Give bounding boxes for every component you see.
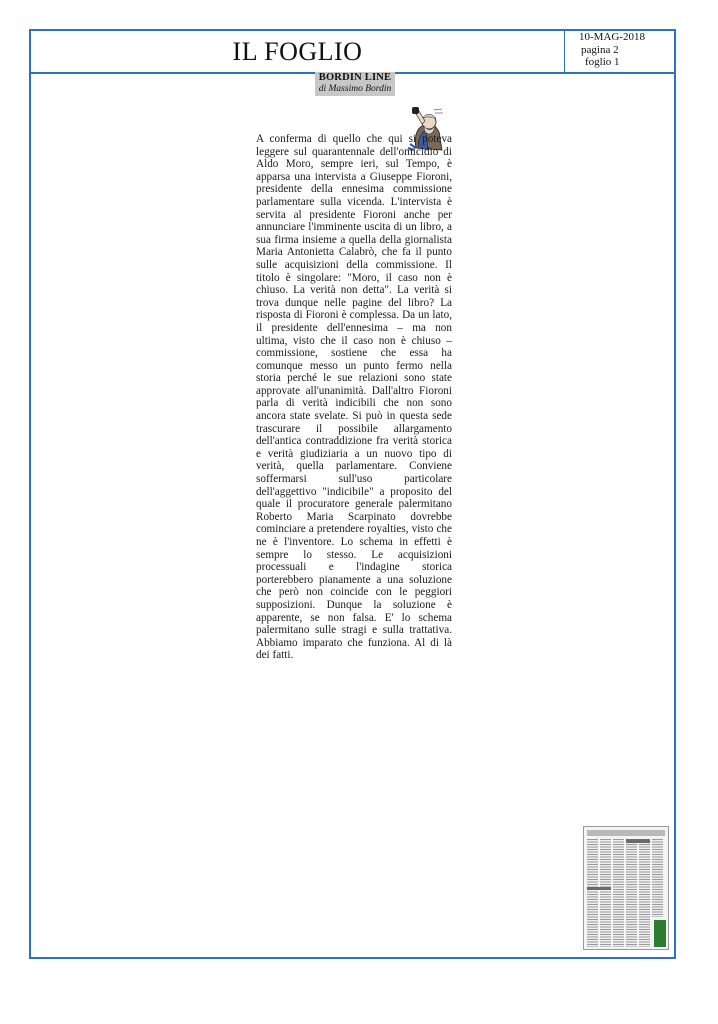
- clipping-meta: [579, 31, 675, 69]
- column-title: BORDIN LINE: [318, 72, 392, 83]
- article-body: [256, 133, 452, 662]
- column-heading: [315, 72, 395, 96]
- header-row: [31, 31, 674, 74]
- newspaper-masthead: IL FOGLIO: [31, 31, 565, 72]
- article-text: A conferma di quello che qui si poteva leggere sul quarantennale dell'omicidio di Aldo Moro, sempre ieri, sul Tempo, è apparsa una intervista a Giuseppe Fioroni, presidente della ennesima commissione parlamentare sulla vicenda. L'intervista è servita al presidente Fioroni anche per annunciare l'imminente uscita di un libro, a sua firma insieme a quella della giornalista Maria Antonietta Calabrò, che fa il punto sulle acquisizioni della commissione. Il titolo è singolare: "Moro, il caso non è chiuso. La verità non detta". La verità si trova dunque nelle pagine del libro? La risposta di Fioroni è complessa. Da un lato, il presidente dell'ennesima – ma non ultima, visto che il caso non è chiuso – commissione, sostiene che essa ha comunque messo un punto fermo nella storia perché le sue relazioni sono state approvate all'unanimità. Dall'altro Fioroni parla di verità indicibili che non sono ancora state svelate. Si può in questa sede trascurare il possibile allargamento dell'antica contraddizione fra verità storica e verità giudiziaria a un nuovo tipo di verità, quella parlamentare. Conviene soffermarsi sull'uso particolare dell'aggettivo "indicibile" a proposito del quale il procuratore generale palermitano Roberto Maria Scarpinato dovrebbe cominciare a pretendere royalties, visto che ne è l'inventore. Lo schema in effetti è sempre lo stesso. Le acquisizioni processuali e l'indagine storica porterebbero pianamente a una soluzione che però non coincide con le peggiori supposizioni. Dunque la soluzione è apparente, se non falsa. E' lo schema palermitano sulle stragi e sulla trattativa. Abbiamo imparato che funziona. Al di là dei fatti.: [256, 133, 452, 662]
- column-byline: di Massimo Bordin: [318, 84, 392, 94]
- page-thumbnail-icon: [583, 826, 669, 950]
- page-number: pagina 2: [581, 43, 619, 56]
- publication-date: 10-MAG-2018: [579, 31, 645, 43]
- sheet-number: foglio 1: [585, 56, 620, 68]
